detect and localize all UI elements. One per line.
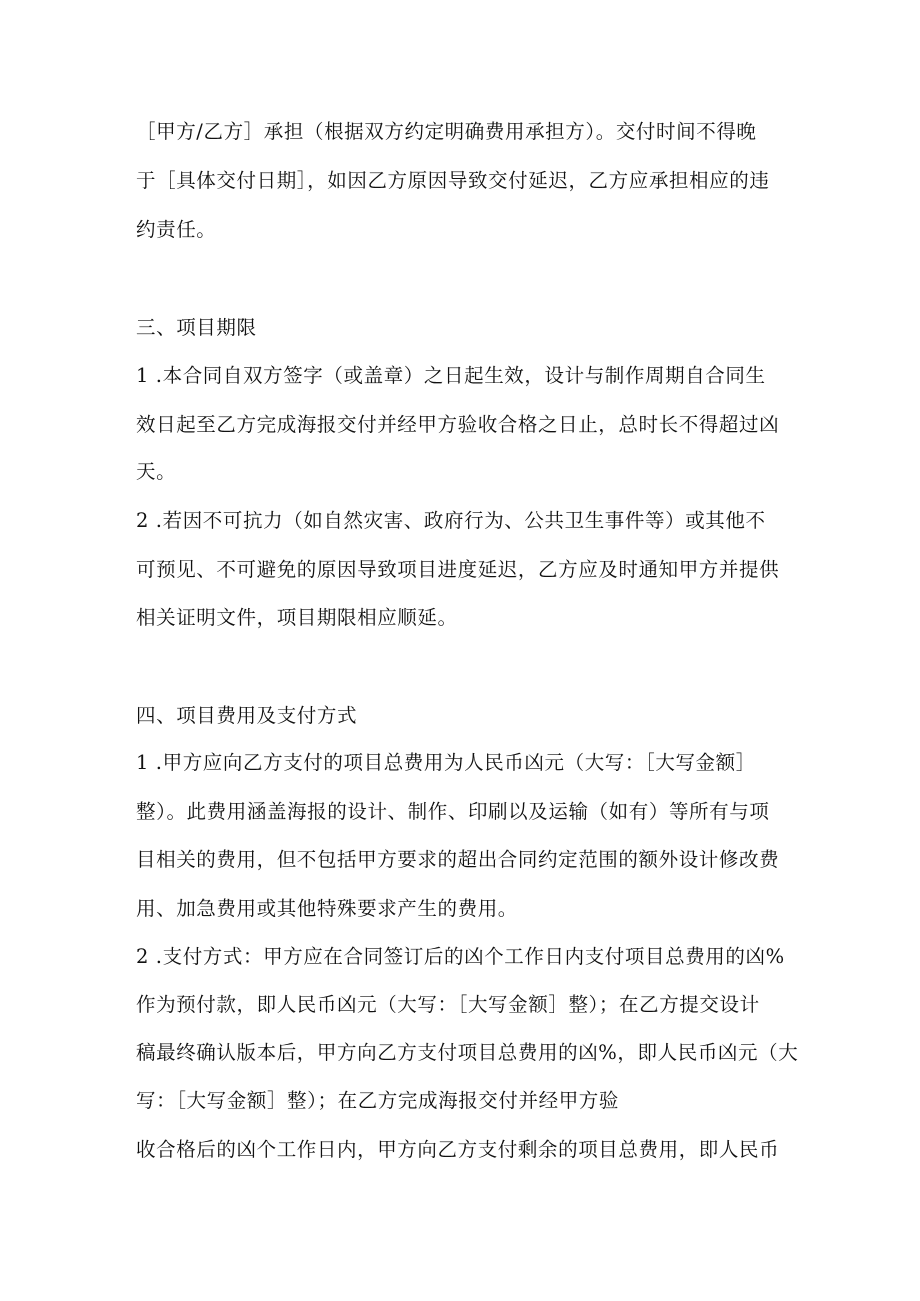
section-heading-fees: 四、项目费用及支付方式 bbox=[136, 704, 358, 727]
paragraph-line: 效日起至乙方完成海报交付并经甲方验收合格之日止，总时长不得超过凶 bbox=[136, 413, 780, 436]
paragraph-line: 于［具体交付日期］，如因乙方原因导致交付延迟，乙方应承担相应的违 bbox=[136, 169, 770, 192]
paragraph-line: 2 .若因不可抗力（如自然灾害、政府行为、公共卫生事件等）或其他不 bbox=[136, 509, 766, 532]
paragraph-line: 天。 bbox=[136, 460, 177, 483]
paragraph-line: 目相关的费用，但不包括甲方要求的超出合同约定范围的额外设计修改费 bbox=[136, 848, 780, 871]
section-heading-term: 三、项目期限 bbox=[136, 316, 257, 339]
paragraph-line: ［甲方/乙方］承担（根据双方约定明确费用承担方）。交付时间不得晚 bbox=[136, 120, 757, 143]
paragraph-line: 作为预付款，即人民币凶元（大写：［大写金额］整）；在乙方提交设计 bbox=[136, 993, 760, 1016]
paragraph-line: 约责任。 bbox=[136, 218, 217, 241]
paragraph-line: 用、加急费用或其他特殊要求产生的费用。 bbox=[136, 897, 518, 920]
paragraph-line: 收合格后的凶个工作日内，甲方向乙方支付剩余的项目总费用，即人民币 bbox=[136, 1138, 780, 1161]
paragraph-line: 稿最终确认版本后，甲方向乙方支付项目总费用的凶%，即人民币凶元（大 bbox=[136, 1041, 799, 1064]
paragraph-line: 1 .甲方应向乙方支付的项目总费用为人民币凶元（大写：［大写金额］ bbox=[136, 751, 756, 774]
paragraph-line: 整）。此费用涵盖海报的设计、制作、印刷以及运输（如有）等所有与项 bbox=[136, 800, 770, 823]
paragraph-line: 2 .支付方式：甲方应在合同签订后的凶个工作日内支付项目总费用的凶% bbox=[136, 945, 785, 968]
paragraph-line: 相关证明文件，项目期限相应顺延。 bbox=[136, 606, 458, 629]
paragraph-line: 1 .本合同自双方签字（或盖章）之日起生效，设计与制作周期自合同生 bbox=[136, 364, 766, 387]
paragraph-line: 写：［大写金额］整）；在乙方完成海报交付并经甲方验 bbox=[136, 1089, 620, 1112]
paragraph-line: 可预见、不可避免的原因导致项目进度延迟，乙方应及时通知甲方并提供 bbox=[136, 558, 780, 581]
